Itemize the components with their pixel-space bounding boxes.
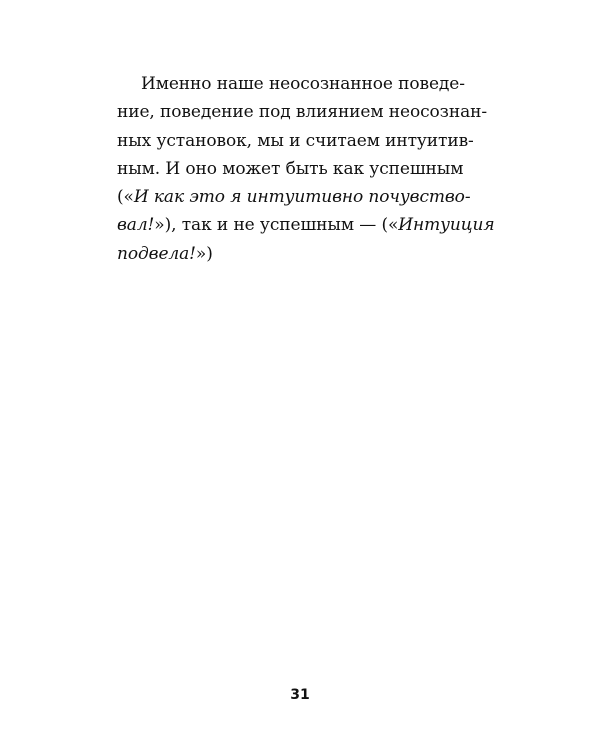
text-segment: ных установок, мы и считаем интуитив- bbox=[117, 130, 474, 151]
text-line bbox=[117, 127, 513, 155]
text-segment: »), так и не успешным — (« bbox=[154, 215, 399, 236]
italic-text: подвела! bbox=[117, 243, 196, 264]
text-segment: ние, поведение под влиянием неосознан- bbox=[117, 102, 487, 123]
page-number: 31 bbox=[290, 687, 310, 703]
text-line bbox=[117, 211, 513, 239]
text-line bbox=[117, 98, 513, 126]
paragraph bbox=[117, 70, 513, 268]
text-line bbox=[117, 155, 513, 183]
text-segment: Именно наше неосознанное поведе- bbox=[141, 74, 465, 94]
italic-text: Интуиция bbox=[398, 215, 495, 236]
italic-text: вал! bbox=[117, 215, 155, 236]
italic-text: И как это я интуитивно почувство- bbox=[133, 187, 471, 208]
text-segment: ным. И оно может быть как успешным bbox=[117, 158, 464, 179]
text-line bbox=[117, 183, 513, 211]
text-segment: ») bbox=[195, 243, 213, 264]
text-segment: (« bbox=[117, 187, 134, 208]
text-line bbox=[117, 240, 513, 268]
text-line bbox=[117, 70, 513, 98]
